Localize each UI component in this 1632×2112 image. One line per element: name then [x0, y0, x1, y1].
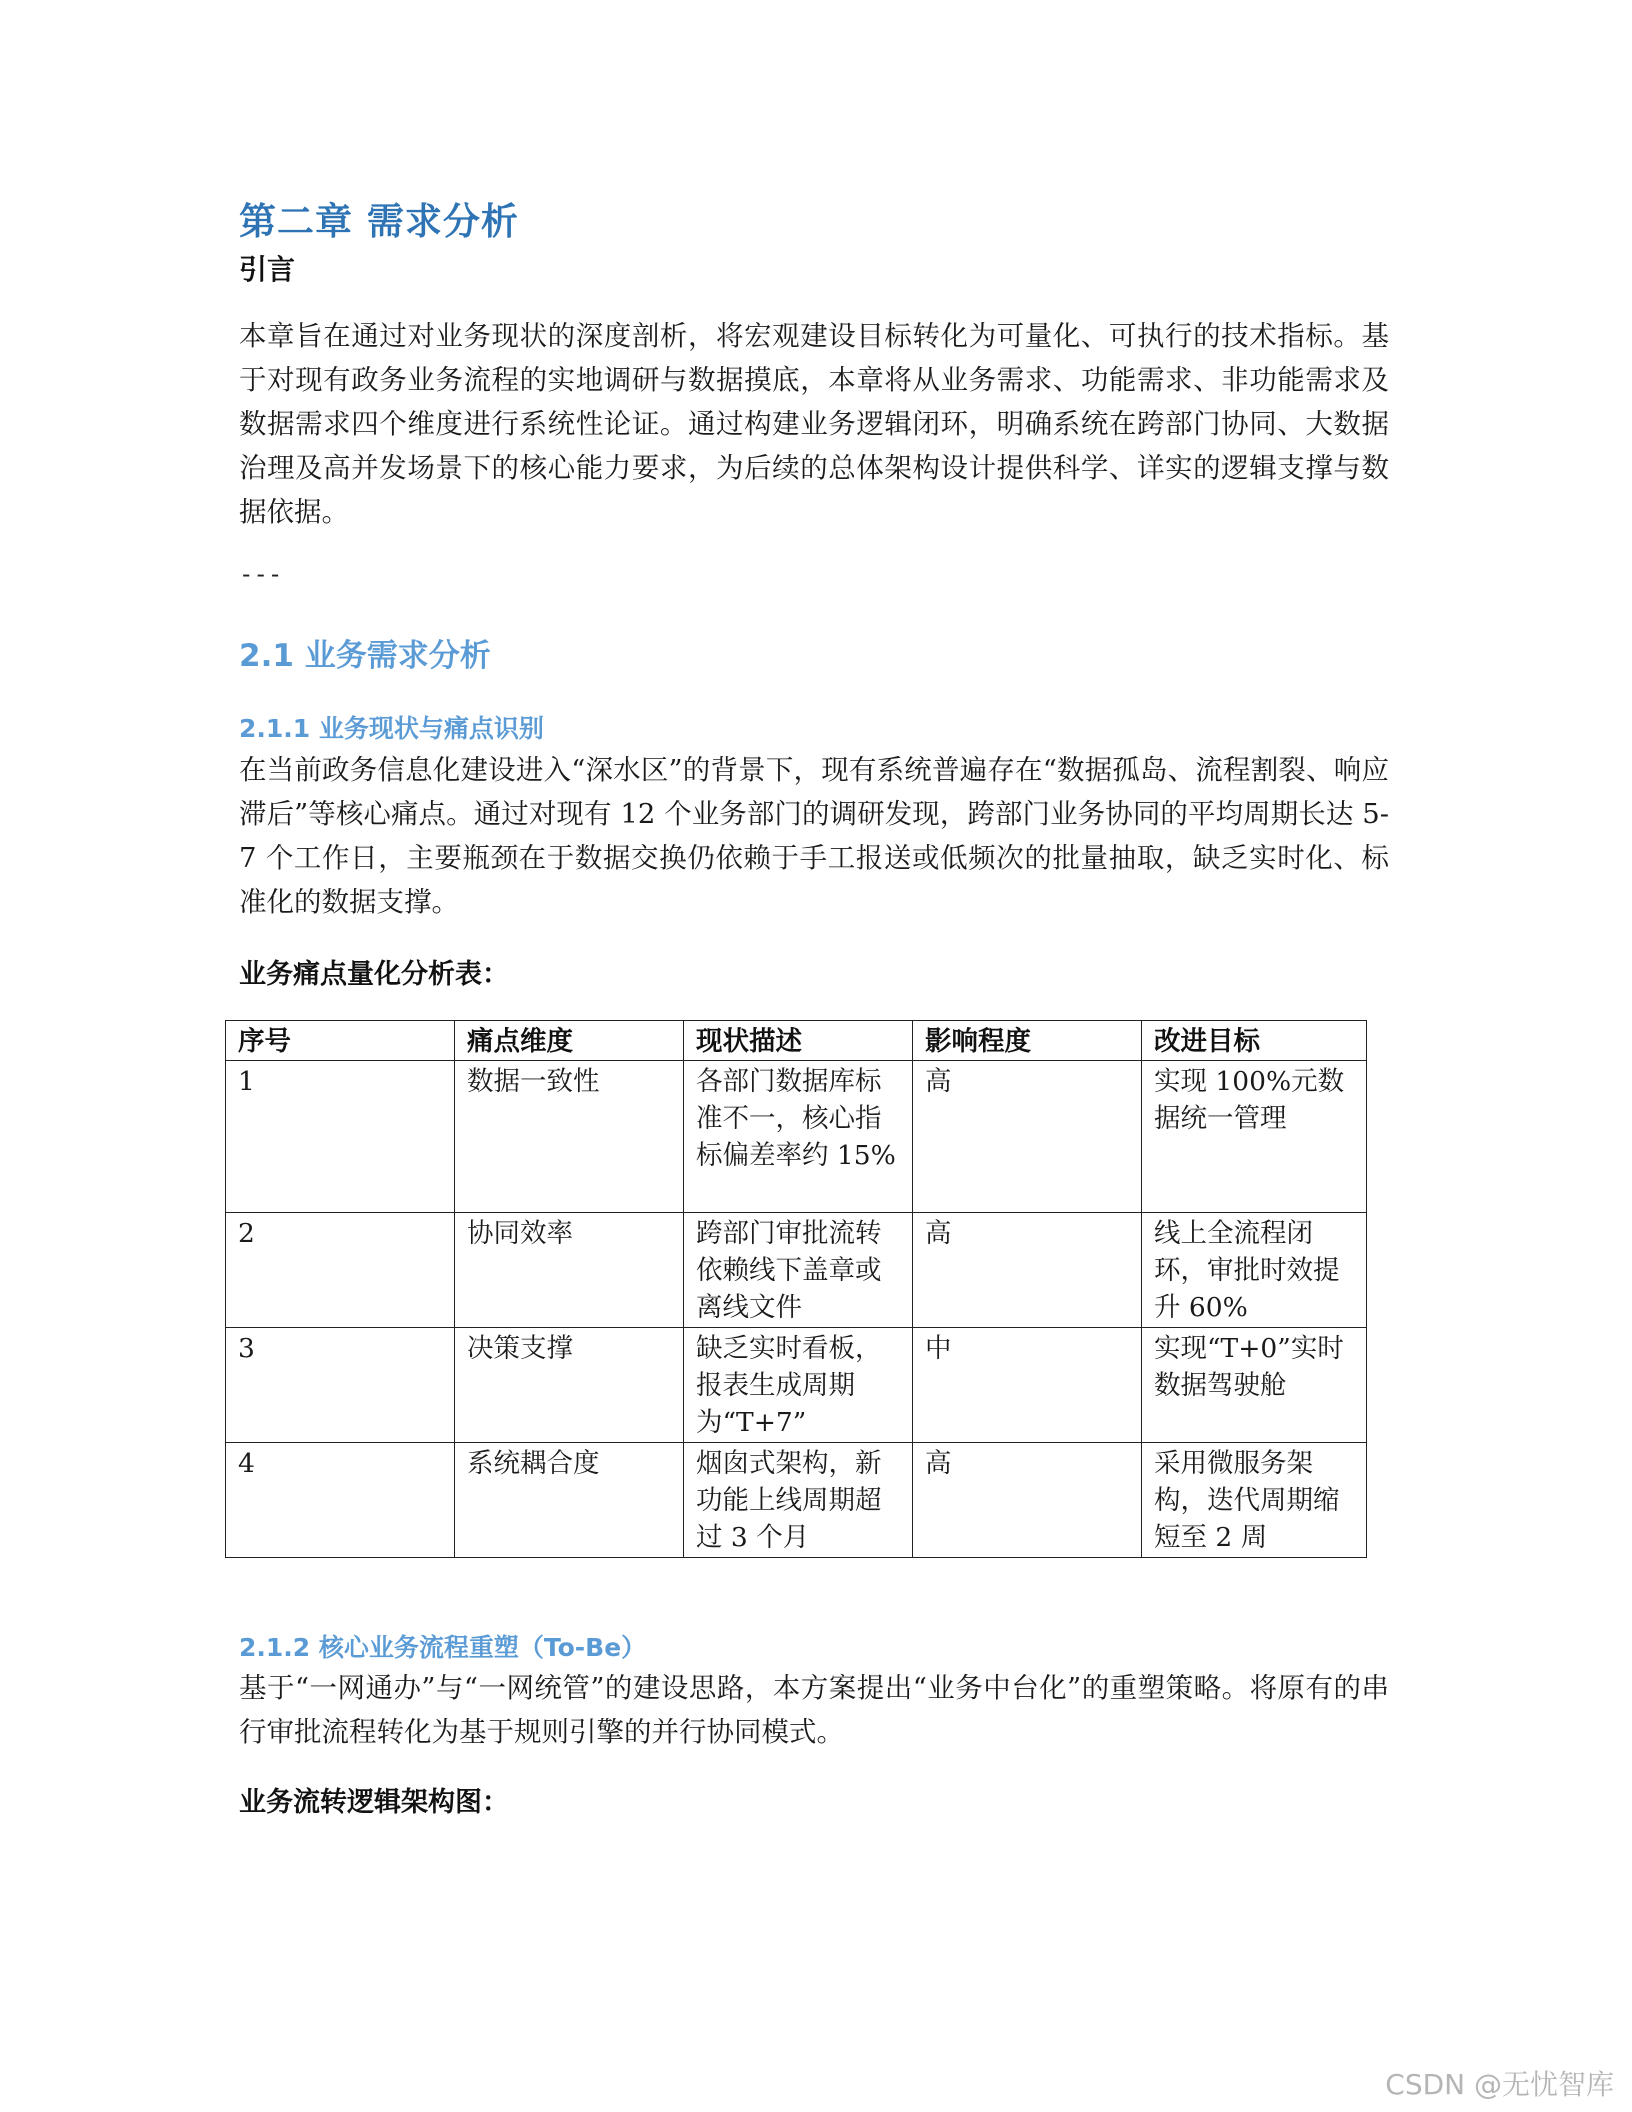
table-row [226, 1061, 1367, 1213]
table-cell: 高 [913, 1213, 1142, 1328]
intro-paragraph: 本章旨在通过对业务现状的深度剖析，将宏观建设目标转化为可量化、可执行的技术指标。基于对现有政务业务流程的实地调研与数据摸底，本章将从业务需求、功能需求、非功能需求及数据需求四个维度进行系统性论证。通过构建业务逻辑闭环，明确系统在跨部门协同、大数据治理及高并发场景下的核心能力要求，为后续的总体架构设计提供科学、详实的逻辑支撑与数据依据。 [239, 320, 1389, 528]
table-cell: 实现“T+0”实时数据驾驶舱 [1142, 1328, 1367, 1443]
diagram-caption: 业务流转逻辑架构图： [239, 1787, 509, 1818]
table-cell: 缺乏实时看板，报表生成周期为“T+7” [684, 1328, 913, 1443]
pain-point-table [225, 1020, 1367, 1558]
table-header-cell: 现状描述 [684, 1021, 913, 1061]
intro-heading: 引言 [239, 253, 296, 286]
table-cell: 高 [913, 1443, 1142, 1558]
table-row [226, 1328, 1367, 1443]
section-2-1-2-paragraph: 基于“一网通办”与“一网统管”的建设思路，本方案提出“业务中台化”的重塑策略。将原有的串行审批流程转化为基于规则引擎的并行协同模式。 [239, 1672, 1389, 1748]
table-cell: 烟囱式架构，新功能上线周期超过 3 个月 [684, 1443, 913, 1558]
table-cell: 决策支撑 [455, 1328, 684, 1443]
section-2-1-2-heading: 2.1.2 核心业务流程重塑（To-Be） [239, 1633, 647, 1662]
table-cell: 4 [226, 1443, 455, 1558]
table-header-cell: 序号 [226, 1021, 455, 1061]
table-cell: 3 [226, 1328, 455, 1443]
table-cell: 数据一致性 [455, 1061, 684, 1213]
table-cell: 协同效率 [455, 1213, 684, 1328]
table-row [226, 1213, 1367, 1328]
table-cell: 线上全流程闭环，审批时效提升 60% [1142, 1213, 1367, 1328]
chapter-title: 第二章 需求分析 [239, 200, 519, 243]
table-caption: 业务痛点量化分析表： [239, 959, 509, 990]
table-cell: 各部门数据库标准不一，核心指标偏差率约 15% [684, 1061, 913, 1213]
table-header-cell: 痛点维度 [455, 1021, 684, 1061]
section-divider: --- [239, 560, 283, 588]
table-cell: 跨部门审批流转依赖线下盖章或离线文件 [684, 1213, 913, 1328]
table-header-row [226, 1021, 1367, 1061]
table-cell: 中 [913, 1328, 1142, 1443]
table-header-cell: 影响程度 [913, 1021, 1142, 1061]
section-2-1-heading: 2.1 业务需求分析 [239, 638, 491, 674]
table-header-cell: 改进目标 [1142, 1021, 1367, 1061]
table-row [226, 1443, 1367, 1558]
csdn-watermark: CSDN @无忧智库 [1385, 2068, 1614, 2101]
table-cell: 实现 100%元数据统一管理 [1142, 1061, 1367, 1213]
table-cell: 高 [913, 1061, 1142, 1213]
section-2-1-1-heading: 2.1.1 业务现状与痛点识别 [239, 714, 544, 743]
table-cell: 采用微服务架构，迭代周期缩短至 2 周 [1142, 1443, 1367, 1558]
table-cell: 2 [226, 1213, 455, 1328]
table-cell: 系统耦合度 [455, 1443, 684, 1558]
section-2-1-1-paragraph: 在当前政务信息化建设进入“深水区”的背景下，现有系统普遍存在“数据孤岛、流程割裂、响应滞后”等核心痛点。通过对现有 12 个业务部门的调研发现，跨部门业务协同的平均周期长达 5-7 个工作日，主要瓶颈在于数据交换仍依赖于手工报送或低频次的批量抽取，缺乏实时化、标准化的数据支撑。 [239, 754, 1389, 918]
table-cell: 1 [226, 1061, 455, 1213]
